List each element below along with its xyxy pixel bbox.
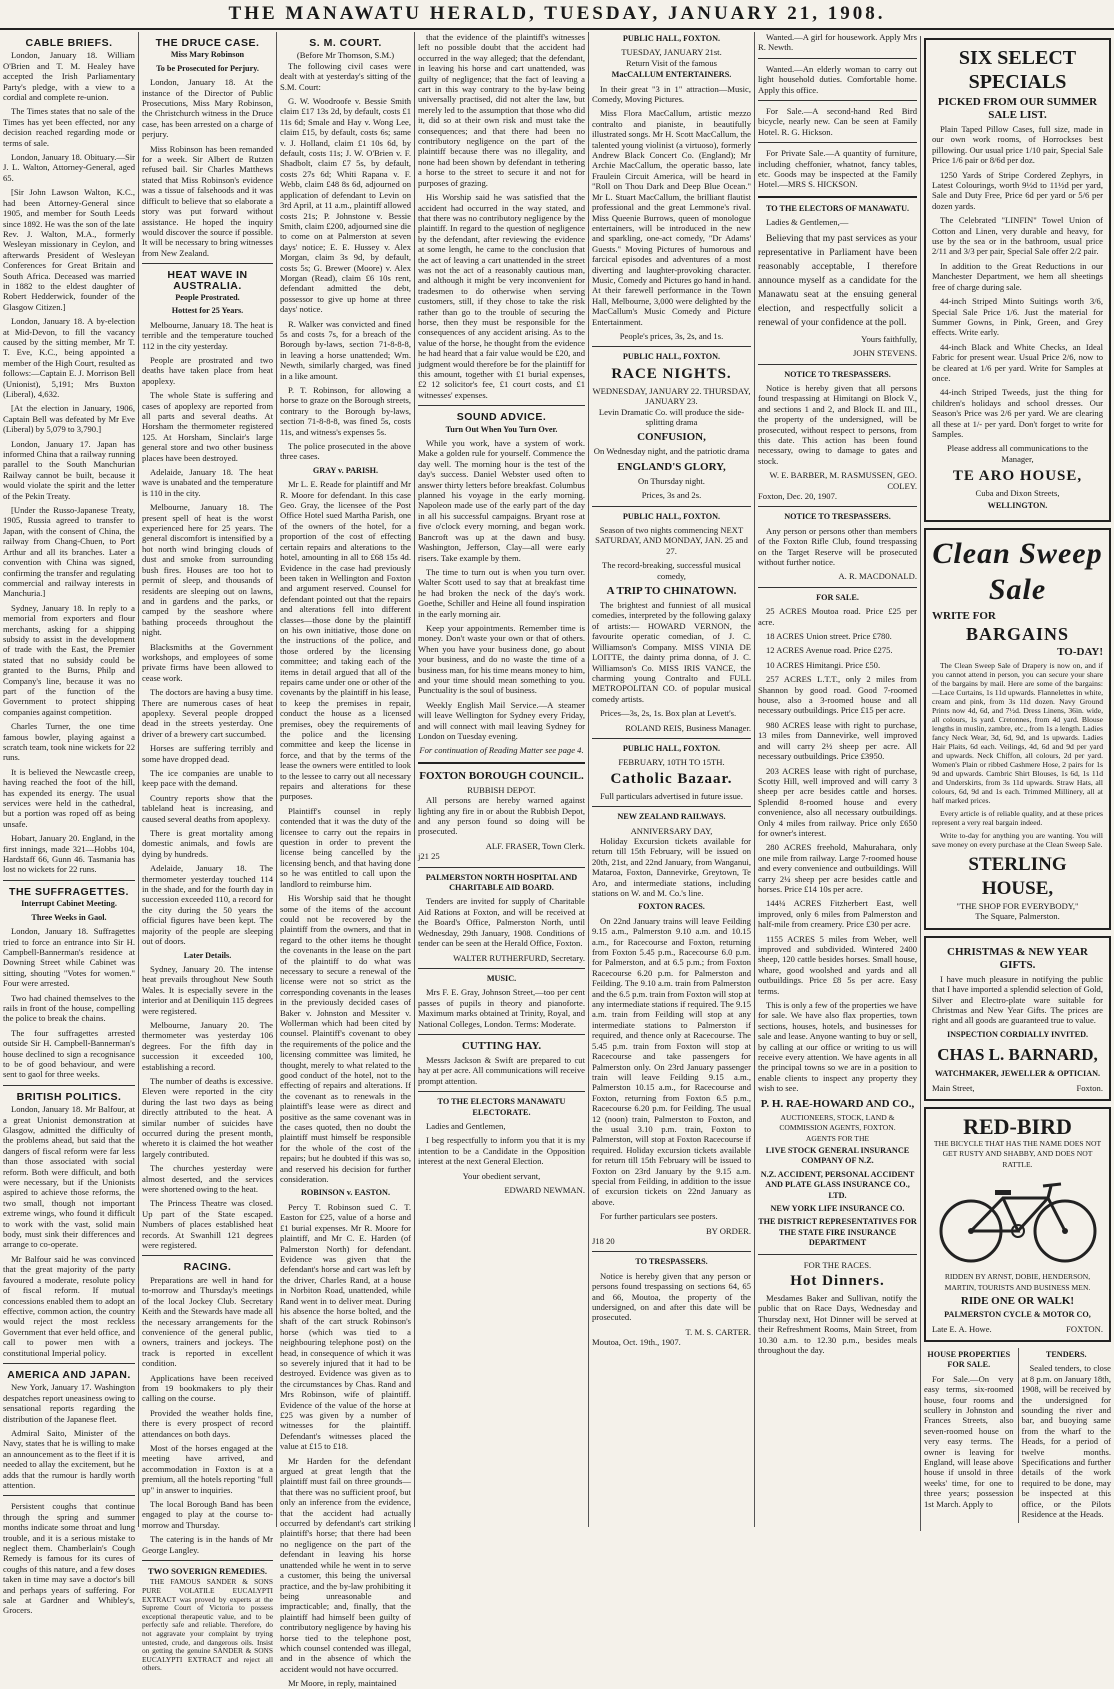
clean-sweep-ad — [924, 528, 1111, 930]
notice-text: Your obedient servant, — [462, 1170, 541, 1181]
column-1 — [0, 32, 138, 1616]
ad-text: For Sale.—On very easy terms, six-roomed house, four rooms and scullery in Johnston and Frances Streets, also seven-roomed house on very easy terms. The owner is leaving for England, will lease above house if unsold in three weeks' time, for one to three years; possession 1st March. Apply to — [924, 1373, 1014, 1509]
house-properties-ad — [924, 1348, 1014, 1524]
jeweller-trade: WATCHMAKER, JEWELLER & OPTICIAN. — [934, 1069, 1101, 1079]
property-listing: 10 ACRES Himitangi. Price £50. — [766, 659, 881, 670]
signature: EDWARD NEWMAN. — [504, 1185, 585, 1195]
signature: ROLAND REIS, Business Manager. — [625, 722, 751, 733]
notice-text: All persons are hereby warned against lighting any fire in or about the Rubbish Depot, and any person found so doing will be prosecuted. — [418, 795, 585, 837]
ad-text: On Thursday night. — [638, 475, 705, 486]
signature: JOHN STEVENS. — [853, 348, 917, 359]
property-listing: 980 ACRES lease with right to purchase, 13 miles from Dannevirke, well improved and will carry 2½ sheep per acre. All necessary outbuildings. Price £3950. — [758, 719, 917, 762]
divider — [418, 968, 585, 969]
notice-text: Notice is hereby given that all persons found trespassing at Himitangi on Block V., and sections 1 and 2, and Block II. and III., the property of the undersigned, will be prosecuted, without respect to persons, from this date. This action has been found necessary, owing to damage to gates and stock. — [758, 382, 917, 466]
article-paragraph: Charles Turner, the one time famous bowler, playing against a scratch team, took nine wickets for 22 runs. — [3, 721, 135, 763]
article-paragraph: P. T. Robinson, for allowing a horse to graze on the Borough streets, contrary to the Borough by-laws, section 71-8-8-8, was fined 5s, costs 11s, and witness's expenses 5s. — [280, 385, 411, 437]
article-paragraph: Most of the horses engaged at the meeting have arrived, and accommodation in Foxton is at a premium, all the hotels reporting "full up" in answer to inquiries. — [142, 1442, 273, 1495]
divider — [758, 1254, 917, 1255]
article-paragraph: Percy T. Robinson sued C. T. Easton for £25, value of a horse and £1 burial expenses. Mr R. Moore for plaintiff, and Mr C. E. Harden (of Palmerston North) for defendant. Evidence was given that the defendant's horse and cart was left by the driver, Charles Rand, at a house in Norbiton Road, unattended, while Rand went in to deliver meat. During his absence the horse bolted, and the shaft of the cart struck Robinson's horse (which was tied to a neighbouring telephone post) on the head, in consequence of which it was so severely injured that it had to be destroyed. Evidence was given as to the circumstances by Chas. Rand and Mrs Robinson, wife of plaintiff. Evidence of the value of the horse at £25 was given by a number of witnesses for the plaintiff. Defendant's witnesses placed the value at £15 to £18. — [280, 1201, 411, 1452]
store-address: Cuba and Dixon Streets, — [975, 488, 1060, 499]
article-paragraph: The following civil cases were dealt with at yesterday's sitting of the S.M. Court: — [280, 60, 411, 92]
divider — [142, 1560, 273, 1561]
article-paragraph: The Princess Theatre was closed. Up part of the State escaped. Numbers of places established heat records. At Swanhill 121 degrees were registered. — [142, 1198, 273, 1251]
cycle-company-address — [932, 1324, 1103, 1334]
signature: ALF. FRASER, Town Clerk. — [485, 840, 585, 851]
sound-advice-heading: SOUND ADVICE. — [456, 411, 547, 424]
ad-text: Full particulars advertised in future issue. — [600, 790, 743, 801]
article-paragraph: Keep your appointments. Remember time is money. Don't waste your own or that of others. When you have your business done, go about your business, and do no waste the time of a business man, for his time means money to him, and your time should mean something to you. Punctuality is the soul of business. — [418, 622, 585, 696]
article-paragraph: Country reports show that the tableland heat is increasing, and caused several deaths from apoplexy. — [142, 792, 273, 824]
notice-text: Tenders are invited for supply of Charitable Aid Rations at Foxton, and will be received at the Board's Office, Palmerston North, until Wednesday, 29th January, 1908. Conditions of tender can be seen at the Herald Office, Foxton. — [418, 896, 585, 949]
red-bird-title: RED-BIRD — [963, 1114, 1072, 1140]
notice-text: Ladies and Gentlemen, — [426, 1120, 506, 1131]
article-paragraph: Preparations are well in hand for to-morrow and Thursday's meetings of the local Jockey Club. Secretary Keith and the Stewards have made all the necessary arrangements for the convenience of the general public, owners, trainers and jockeys. The track is reported in excellent condition. — [142, 1274, 273, 1369]
subheading: Miss Mary Robinson — [170, 50, 245, 60]
divider — [758, 100, 917, 101]
tenders-heading: TENDERS. — [1045, 1349, 1087, 1359]
subheading: Three Weeks in Gaol. — [31, 912, 107, 922]
music-heading: MUSIC. — [486, 973, 517, 983]
divider — [592, 1251, 751, 1252]
article-paragraph: Mr L. E. Reade for plaintiff and Mr R. Moore for defendant. In this case Geo. Gray, the licensee of the Post Office Hotel sued Martha Parish, one of the owners of the hotel, for a proportion of the cost of effecting certain repairs and alterations to the hotel, amounting in all to £68 15s 4d. Evidence in the case had previously been taken in Wellington and Foxton and argument reserved. Counsel for defendant pointed out that the repairs and alterations fell into different classes—those done by the plaintiff on his own initiative, those done on the instructions of the police, and those ordered by the licensing committee; and taking each of the items in detail argued that all of the repairs came under one or other of the covenants by the plaintiff in his lease, to keep the premises in repair, conduct the house as a licensed premises, obey the requirements of the police and the licensing committee and keep the license in force, and that by the terms of the lease the owners were entitled to look to the lessee to carry out all necessary repairs and alterations for these purposes. — [280, 479, 411, 802]
article-paragraph: People are prostrated and two deaths have taken place from heat apoplexy. — [142, 354, 273, 386]
notice-text: For further particulars see posters. — [600, 1211, 718, 1222]
article-paragraph: The churches yesterday were almost deserted, and the services were shortened owing to the heat. — [142, 1163, 273, 1195]
hospital-board-heading: PALMERSTON NORTH HOSPITAL AND CHARITABLE AID BOARD. — [425, 872, 578, 893]
signature: WALTER RUTHERFURD, Secretary. — [453, 952, 585, 963]
event-date: TUESDAY, JANUARY 21st. — [621, 47, 722, 58]
subheading: RUBBISH DEPOT. — [467, 784, 536, 795]
agents-label: AGENTS FOR THE — [805, 1133, 870, 1143]
bottom-ads — [924, 1348, 1111, 1524]
racing-heading: RACING. — [183, 1261, 232, 1274]
masthead: THE MANAWATU HERALD, TUESDAY, JANUARY 21, 1908. — [0, 0, 1114, 30]
six-specials-title: SIX SELECT SPECIALS — [958, 47, 1077, 93]
property-listing: 25 ACRES Moutoa road. Price £25 per acre. — [758, 606, 917, 627]
notice-text: Messrs Jackson & Swift are prepared to cut hay at per acre. All communications will receive prompt attention. — [418, 1054, 585, 1086]
subheading: Hottest for 25 Years. — [171, 306, 244, 316]
heat-wave-heading: HEAT WAVE IN AUSTRALIA. — [167, 269, 248, 292]
notice-text: On 22nd January trains will leave Feilding 9.15 a.m., Palmerston 9.10 a.m. and 10.15 a.m., for Racecourse and Foxton, returning from Foxton 5.45 p.m., Racecourse 6.0 p.m. for Palmerston, and at 6.5 p.m.; from Foxton Racecourse 6.20 p.m. for Palmerston and Feilding. The 9.10 a.m. train from Palmerston and the 6.5 p.m. train from Foxton will stop at any intermediate stations if required. The 9.15 a.m. train from Feilding will stop at any intermediate stations to Palmerston if required, and thence only at Racecourse. The 5.45 p.m. train from Foxton will stop at Racecourse and take passengers for Palmerston only. On 23rd January passenger train will leave Feilding 9.15 a.m., Palmerston 10.15 a.m., for Racecourse and Foxton, returning from Foxton 6.5 p.m., Racecourse 6.20 p.m. for Feilding. The usual 12 (noon) train, Palmerston to Foxton, and the usual 3.10 p.m. train, Foxton to Palmerston, will stop at Foxton Racecourse if required. Holiday excursion tickets available for return till 15th February will be issued to Foxton on 23rd January by the 9.15 a.m. special from Feilding, in addition to the issue of excursion tickets on 22nd January as above. — [592, 915, 751, 1207]
sterling-house-name: STERLING HOUSE, — [968, 854, 1067, 899]
riders-list: RIDDEN BY ARNST, DOBIE, HENDERSON, MARTIN, TOURISTS AND BUSINESS MEN. — [944, 1272, 1091, 1292]
remedies-heading: TWO SOVERIGN REMEDIES. — [147, 1566, 268, 1577]
suffragettes-heading: THE SUFFRAGETTES. — [9, 885, 129, 898]
article-paragraph: London, January 18. Suffragettes tried to force an entrance into Sir H. Campbell-Bannerman's residence at Downing Street while Cabinet was sitting, shouting "Votes for women." Four were arrested. — [3, 926, 135, 989]
electors-heading: TO THE ELECTORS MANAWATU ELECTORATE. — [437, 1097, 566, 1117]
article-paragraph: His Worship said he was satisfied that the accident had occurred in the way stated, and that there was no contributory negligence by the plaintiff. In regard to the question of negligence by the defendant, after reviewing the evidence at some length, he came to the conclusion that the act of leaving a cart unattended in the street was not the act of a reasonably cautious man, and although it might be very inconvenient for tradesmen to do otherwise when serving customers, still, if they chose to take the risk rather than go to the trouble of securing the horse, then they must be responsible for the consequences of any accident arising. As to the value of the horse, he thought from the evidence he had heard that a fair value would be £20, and judgment would therefore be for the plaintiff for this amount, together with £1 burial expenses, £2 12 solicitor's fee, £1 court costs, and £1 witnesses' expenses. — [418, 192, 585, 400]
agency-name: N.Z. ACCIDENT, PERSONAL ACCIDENT AND PLATE GLASS INSURANCE CO., LTD. — [760, 1169, 915, 1200]
ad-date-code: J18 20 — [592, 1236, 615, 1246]
article-paragraph: The four suffragettes arrested outside Sir H. Campbell-Bannerman's house declined to sign a recognisance to be of good behaviour, and were sent to gaol for three weeks. — [3, 1027, 135, 1080]
hot-dinners-title: Hot Dinners. — [790, 1272, 885, 1289]
electors-heading: TO THE ELECTORS OF MANAWATU. — [765, 203, 910, 213]
article-paragraph: London, January 18. William O'Brien and T. M. Healey have accepted the Irish Parliamentary Party's pledge, with a view to a cordial and complete re-union. — [3, 50, 135, 103]
subheading: Turn Out When You Turn Over. — [445, 424, 558, 434]
continuation-note: For continuation of Reading Matter see page 4. — [419, 745, 584, 756]
firm-description: AUCTIONEERS, STOCK, LAND & COMMISSION AGENTS, FOXTON. — [779, 1112, 896, 1133]
article-paragraph: London, January 18. At the instance of the Director of Public Prosecutions, Miss Mary Robinson, the Christchurch witness in the Druce case, has been arrested on a charge of perjury. — [142, 77, 273, 140]
jeweller-address — [932, 1083, 1103, 1093]
house-properties-heading: HOUSE PROPERTIES FOR SALE. — [927, 1349, 1011, 1370]
sterling-address: The Square, Palmerston. — [975, 911, 1060, 922]
xmas-title: CHRISTMAS & NEW YEAR GIFTS. — [947, 945, 1088, 971]
article-paragraph: London, January 18. A by-election at Mid-Devon, to fill the vacancy caused by the sitting member, Mr T. T. Eve, K.C., being appointed a member of the High Court, resulted as follows:—Captain E. J. Morrison Bell (Unionist), 5,191; Mrs Buxton (Liberal), 4,632. — [3, 316, 135, 399]
subheading: ANNIVERSARY DAY, — [630, 825, 713, 836]
event-date: FEBRUARY, 10TH TO 15TH. — [618, 757, 725, 768]
ad-text: Miss Flora MacCallum, artistic mezzo contralto and pianiste, in beautifully illustrated songs. Mr H. Scott MacCallum, the talented young violinist (a virtuoso), formerly Andrew Black Concert Co. (England); Mr Archie MacCallum, the operatic basso, late Fraulein Circuit America, will be heard in "Roll on Thou Dark and Deep Blue Ocean." Mr L. Stuart MacCallum, the brilliant flautist professional and the great Lemmone's rival. Miss Queenie Burrows, queen of monologue entertainers, will be introduced in the new and sparkling, one-act comedy, "Dr Adams' Guests." Moving Pictures of humorous and farcical episodes and adventures of a most diverting and laughter-provoking character. Music, Comedy and Pictures go hand in hand. At their farewell performance in the Town Hall, Melbourne, 3,000 were delighted by the MacCallum's Music Comedy and Picture Entertainment. — [592, 108, 751, 327]
subheading: ROBINSON v. EASTON. — [300, 1188, 391, 1198]
show-title: A TRIP TO CHINATOWN. — [606, 585, 737, 598]
cycle-company-late: Late E. A. Howe. — [932, 1323, 992, 1334]
article-paragraph: The number of deaths is excessive. Eleven were reported in the city during the last two days as being directly attributed to the heat. A similar number of suicides have occurred during the present month, whereto it is claimed the hot weather largely contributed. — [142, 1075, 273, 1159]
divider — [3, 1085, 135, 1086]
cable-briefs-heading: CABLE BRIEFS. — [25, 37, 113, 49]
divider — [418, 867, 585, 868]
ad-text: 44-inch Black and White Checks, an Ideal Fabric for present wear. Usual Price 2/6, now to be cleared at 1/6 per yard. Write for Samples at once. — [932, 341, 1103, 383]
divider — [418, 1091, 585, 1092]
article-paragraph: Melbourne, January 18. The present spell of heat is the worst experienced here for 25 years. The general discomfort is intensified by a hot north wind bringing clouds of dust and smoke from surrounding bush fires. Houses are too hot to permit of sleep, and thousands of residents are sleeping out on lawns, and in gardens and the parks, or camped by the seashore where bathing proceeds throughout the night. — [142, 502, 273, 638]
ad-text: Mesdames Baker and Sullivan, notify the public that on Race Days, Wednesday and Thursday next, Hot Dinner will be served at their Refreshment Rooms, Main Street, from 10.30 a.m. to 12.30 p.m., besides meals throughout the day. — [758, 1292, 917, 1355]
ad-text: Prices, 3s and 2s. — [641, 490, 702, 501]
property-listing: 1155 ACRES 5 miles from Weber, well improved and subdivided. Wintered 2400 sheep, 120 cattle besides horses. Small house, whare, good woolshed and yards and all outbuildings. Price £8 5s per acre. Easy terms. — [758, 933, 917, 996]
ad-text: People's prices, 3s, 2s, and 1s. — [619, 330, 724, 341]
article-paragraph: [At the election in January, 1906, Captain Bell was defeated by Mr Eve (Liberal) by 5,079 to 3,790.] — [3, 403, 135, 435]
jeweller-town: Foxton. — [1076, 1082, 1103, 1093]
divider — [3, 880, 135, 881]
ad-text: The record-breaking, successful musical comedy, — [602, 560, 741, 581]
ad-text: Write to-day for anything you are wanting. You will save money on every purchase at the Clean Sweep Sale. — [932, 831, 1103, 849]
ad-text: The Clean Sweep Sale of Drapery is now on, and if you cannot attend in person, you can secure your share of the bargains by mail. Here are some of the bargains:—Lace Curtains, 1s 11d upwards. Flannelettes in white, cream and pink, from 3s 11d dozen. Navy Ground Prints now 4d, 6d, and 7½d. Dress Linens, 36in. wide, all colours, 1s yard. Cretonnes, from 4d yard. Blouse lengths in muslin, zambre, etc., from 1s a length. Ladies fancy Neck Wear, 3d, 6d, 9d, and 1s upwards. Ladies Hair Plaits, 6d each. Veilings, 4d, 6d and 9d per yard and upwards. Neck Chiffon, all colours, 2d per yard. Women's Plain or ribbed Cashmere Hose, 2 pairs for 1s 9d and upwards. Cambric Shirt Blouses, 1s 6d, 1s 11d and Underskirts, from 3s 11d upwards. Straw Hats, all colours, 6d, 9d and 1s each. Trimmed Millinery, all at half marked prices. — [932, 661, 1103, 805]
article-paragraph: Sydney, January 20. The intense heat prevails throughout New South Wales. It is especially severe in the interior and at Deniliquin 115 degrees were registered. — [142, 963, 273, 1016]
article-paragraph: The whole State is suffering and cases of apoplexy are reported from all parts and several deaths. At Horsham the thermometer registered 125. At Horsham, Sinclair's large general store and two other business places have been destroyed. — [142, 390, 273, 463]
article-paragraph: Mr Harden for the defendant argued at great length that the plaintiff must fail on three grounds—that there was no sufficient proof, but only an inference from the evidence, that the accident had actually occurred by defendant's cart striking plaintiff's horse; that there had been no negligence on the part of the defendant in leaving his horse unattended while he went in to serve a customer, this being the universal practice, and the by-law prohibiting it being unreasonable and impracticable; and, finally, that the plaintiff had himself been guilty of contributory negligence by having his horse tied to the telephone post, which counsel contended was illegal, and in the absence of which the accident would not have occurred. — [280, 1455, 411, 1674]
article-paragraph: New York, January 17. Washington despatches report uneasiness owing to sensational reports regarding the distribution of the Japanese fleet. — [3, 1382, 135, 1424]
races-subheading: FOR THE RACES. — [803, 1259, 872, 1270]
column-3 — [276, 32, 414, 1689]
article-paragraph: Mr Moore, in reply, maintained — [288, 1678, 397, 1689]
column-7 — [920, 36, 1114, 1531]
ad-text: 44-inch Striped Minto Suitings worth 3/6, Special Sale Price 1/6. Just the material for Summer Gowns, in Pink, Green, and Grey effects. Write early. — [932, 296, 1103, 338]
signature: W. E. BARBER, M. RASMUSSEN, GEO. COLEY. — [769, 470, 917, 491]
hall-heading: PUBLIC HALL, FOXTON. — [622, 34, 721, 43]
article-paragraph: Weekly English Mail Service.—A steamer will leave Wellington for Sydney every Friday, and will connect with mail leaving Sydney for London on Tuesday evening. — [418, 699, 585, 741]
event-subheading: Return Visit of the famous — [626, 57, 717, 68]
hall-heading: PUBLIC HALL, FOXTON. — [622, 352, 721, 362]
property-listing: 144¼ ACRES Fitzherbert East, well improved, only 6 miles from Palmerston and half-mile from creamery. Price £30 per acre. — [758, 898, 917, 930]
ad-date: Foxton, Dec. 20, 1907. — [758, 490, 838, 501]
sm-court-heading: S. M. COURT. — [309, 37, 382, 49]
notice-text: I beg respectfully to inform you that it is my intention to be a Candidate in the Opposition interest at the next General Election. — [418, 1135, 585, 1167]
article-paragraph: Plaintiff's counsel in reply contended that it was the duty of the licensee to carry out the repairs in question in order to prevent the license being cancelled by the licensing bench, and that having done so he was entitled to call upon the landlord to reimburse him. — [280, 805, 411, 889]
advertisement-text: Persistent coughs that continue through the spring and summer months indicate some throat and lung trouble, and it is a serious mistake to neglect them. Chamberlain's Cough Remedy is famous for its cures of coughs of this nature, and a few doses taken in time may save a doctor's bill and perhaps years of suffering. For sale at Gardner and Whibley's, Grocers. — [3, 1501, 135, 1616]
clean-sweep-title: Clean Sweep Sale — [932, 537, 1103, 606]
divider — [142, 1255, 273, 1256]
bargains-title: BARGAINS — [965, 624, 1070, 644]
article-paragraph: His Worship said that he thought some of the items of the account could not be recovered by the plaintiff from the owners, and that in regard to the other items he thought the covenants in the lease on the part of the plaintiff to do what was necessary to secure a renewal of the license were not so strict as the corresponding covenants in the leases in the previously decided cases of Baker v. Johnston and Messiter v. Wollerman which had been cited by counsel. Plaintiff's covenant to obey the requirements of the police and the licensing committee was limited, he thought, merely to what related to the good conduct of the hotel, not to the effecting of repairs and alterations. If the covenant as to renewals in the plaintiff's lease were as direct and positive as the same covenant was in the cases quoted, then no doubt the plaintiff must himself be responsible for the whole of the cost of the repairs; but he doubted if this was so, and reserved his decision for further consideration. — [280, 893, 411, 1185]
subheading: GRAY v. PARISH. — [312, 465, 379, 475]
jeweller-street: Main Street, — [932, 1082, 975, 1093]
column-5 — [588, 32, 754, 1527]
drama-title: CONFUSION, — [637, 431, 706, 444]
article-paragraph: The Times states that no sale of the Times has yet been effected, nor any decision reached regarding mode or terms of sale. — [3, 106, 135, 148]
ad-text: Season of two nights commencing NEXT SATURDAY, AND MONDAY, JAN. 25 and 27. — [595, 525, 748, 556]
ad-text: I have much pleasure in notifying the public that I have imported a splendid selection of Gold, Silver and Electro-plate ware suitable for Christmas and New Year Gifts. The prices are right and all goods are guaranteed true to value. — [932, 973, 1103, 1026]
article-paragraph: [Under the Russo-Japanese Treaty, 1905, Russia agreed to transfer to Japan, with the consent of China, the railway from Chang-Chuen, to Port Arthur and all its branches. Later a convention with China was signed, confirming the transfer and regulating commercial and railway interests in Manchuria.] — [3, 505, 135, 599]
article-paragraph: The police prosecuted in the above three cases. — [280, 441, 411, 462]
ride-slogan: RIDE ONE OR WALK! — [960, 1295, 1075, 1308]
article-paragraph: London, January 18. Mr Balfour, at a great Unionist demonstration at Glasgow, admitted the difficulty of the problems ahead, but said that the dangers of fiscal reform were far less than those associated with social reform. Both were difficult, and both were necessary, but if the Unionists aspired to achieve those reforms, the two small, though not important extreme wings, who found it difficult to work with the vast, solid main body, must sink their differences and arrange to co-operate. — [3, 1104, 135, 1250]
classified-ad: Wanted.—A girl for housework. Apply Mrs R. Newth. — [758, 32, 917, 53]
agency-name: LIVE STOCK GENERAL INSURANCE COMPANY OF N.Z. — [765, 1145, 910, 1166]
subheading: Later Details. — [183, 950, 232, 960]
notice-text: Believing that my past services as your representative in Parliament have been reasonably acceptable, I therefore announce myself as a candidate for the Manawatu seat at the ensuing general election, and respectfully solicit a renewal of your confidence at the poll. — [758, 232, 917, 328]
article-paragraph: Blacksmiths at the Government workshops, and employees of some private firms have been allowed to cease work. — [142, 641, 273, 683]
ad-text: Plain Taped Pillow Cases, full size, made in our own work rooms, of Horrockses best pillowing. Our usual price 1/10 pair, Special Sale Price 1/6 pair or 8/6d per doz. — [932, 124, 1103, 166]
cutting-hay-heading: CUTTING HAY. — [461, 1039, 542, 1052]
classified-ad: For Sale.—A second-hand Red Bird bicycle, nearly new. Can be seen at Family Hotel. R. G. Hickson. — [758, 106, 917, 137]
entertainers-name: MacCALLUM ENTERTAINERS. — [611, 70, 732, 80]
british-politics-heading: BRITISH POLITICS. — [16, 1090, 122, 1103]
ad-text: In addition to the Great Reductions in our Manchester Department, we hem all sheetings free of charge during sale. — [932, 260, 1103, 292]
ad-text: Every article is of reliable quality, and at these prices represent a very real bargain indeed. — [932, 809, 1103, 827]
xmas-gifts-ad — [924, 936, 1111, 1101]
article-paragraph: The catering is in the hands of Mr George Langley. — [142, 1534, 273, 1555]
notice-text: Mrs F. E. Gray, Johnson Street,—too per cent passes of pupils in theory and pianoforte. Maximum marks obtained at Trinity, Royal, and National Colleges, London. Terms: Moderate. — [418, 987, 585, 1029]
race-nights-title: RACE NIGHTS. — [611, 365, 732, 382]
notice-text: Holiday Excursion tickets available for return till 15th February, will be issued on 20th, 21st, and 22nd January, from Wanganui, Mataroa, Foxton, Dannevirke, Greytown, Te Aro, and intermediate stations, including stations on W. and M. Co.'s line. — [592, 835, 751, 898]
ad-date: Moutoa, Oct. 19th., 1907. — [592, 1337, 681, 1348]
divider — [142, 263, 273, 264]
ad-text: Please address all communications to the Manager, — [946, 443, 1089, 464]
divider — [758, 58, 917, 59]
divider — [592, 738, 751, 739]
notice-text: Ladies & Gentlemen,— — [766, 217, 849, 228]
ad-text: This is only a few of the properties we have for sale. We have also flax properties, town sections, houses, hotels, and businesses for sale and lease. Anyone wanting to buy or sell, by calling at our office or writing to us will receive every attention. We have agents in all the principal towns so we are in a position to enable clients to inspect any property they wish to see. — [758, 1000, 917, 1094]
column-2 — [138, 32, 276, 1673]
article-paragraph: Adelaide, January 18. The thermometer yesterday touched 114 in the shade, and for the fourth day in succession exceeded 110, a record for the city during the 50 years the official figures have been kept. The majority of the people are sleeping out of doors. — [142, 863, 273, 947]
cycle-company: PALMERSTON CYCLE & MOTOR CO, — [944, 1310, 1091, 1320]
classified-ad: For Private Sale.—A quantity of furniture, including cheffonier, whatnot, fancy tables, etc. Goods may be inspected at the Family Hotel.—MRS S. HICKSON. — [758, 148, 917, 190]
property-listing: 18 ACRES Union street. Price £780. — [766, 631, 892, 642]
store-name: TE ARO HOUSE, — [952, 468, 1083, 485]
railways-heading: NEW ZEALAND RAILWAYS. — [617, 812, 726, 822]
article-paragraph: It is believed the Newcastle creep, having reached the foot of the hill, has expended its energy. The usual services were held in the cathedral, but a portion was roped off as being unsafe. — [3, 766, 135, 829]
divider — [418, 405, 585, 406]
agency-name: THE DISTRICT REPRESENTATIVES FOR THE STATE FIRE INSURANCE DEPARTMENT — [758, 1217, 917, 1248]
red-bird-tagline: THE BICYCLE THAT HAS THE NAME DOES NOT GET RUSTY AND SHABBY, AND DOES NOT RATTLE. — [933, 1139, 1102, 1169]
trespassers-heading: TO TRESPASSERS. — [635, 1257, 708, 1267]
classified-ad: Wanted.—An elderly woman to carry out light household duties. Comfortable home. Apply this office. — [758, 63, 917, 95]
divider — [418, 1034, 585, 1035]
for-sale-heading: FOR SALE. — [816, 592, 859, 602]
article-paragraph: The doctors are having a busy time. There are numerous cases of heat apoplexy. Several people dropped dead in the streets yesterday. One driver of a brewery cart succumbed. — [142, 687, 273, 739]
article-paragraph: Applications have been received from 19 bookmakers to ply their calling on the course. — [142, 1372, 273, 1404]
signature: T. M. S. CARTER. — [685, 1326, 751, 1337]
article-paragraph: The ice companies are unable to keep pace with the demand. — [142, 768, 273, 789]
borough-council-heading: FOXTON BOROUGH COUNCIL. — [419, 769, 584, 782]
ad-text: 1250 Yards of Stripe Cordered Zephyrs, in Latest Colourings, worth 9½d to 11½d per yard, Sale and Duty Free, Price 6d per yard or 5/6 per dozen yards. — [932, 169, 1103, 211]
article-paragraph: Melbourne, January 18. The heat is terrible and the temperature touched 112 in the city yesterday. — [142, 319, 273, 351]
divider — [3, 1495, 135, 1496]
advertisement-text: THE FAMOUS SANDER & SONS PURE VOLATILE EUCALYPTI EXTRACT was proved by experts at the Supreme Court of Victoria to possess exceptional therapeutic value, and to be perfectly safe and reliable. Therefore, do not aggravate your complaint by trying untested, crude, and dangerous oils. Insist on getting the genuine SANDER & SONS EUCALYPTI EXTRACT and reject all others. — [142, 1577, 273, 1673]
divider — [418, 762, 585, 764]
article-paragraph: Provided the weather holds fine, there is every prospect of record attendances on both days. — [142, 1407, 273, 1439]
ad-text: Levin Dramatic Co. will produce the side-splitting drama — [598, 406, 745, 427]
write-for: WRITE FOR — [932, 610, 996, 622]
article-paragraph: London, January 18. Obituary.—Sir J. L. Walton, Attorney-General, aged 65. — [3, 152, 135, 183]
divider — [592, 346, 751, 347]
ad-text: In their great "3 in 1" attraction—Music, Comedy, Moving Pictures. — [592, 83, 751, 105]
article-paragraph: While you work, have a system of work. Make a golden rule for yourself. Commence the day well. The morning hour is the test of the day's success. Daniel Webster used often to answer thirty letters before breakfast. Columbus planned his voyage in the early morning. Napoleon made use of the early part of the day in all his successful campaigns. Bryant rose at five o'clock every morning, and began work. Bancroft was up at the dawn and busy. Washington, Jefferson, Clay—all were early risers. Take example by them. — [418, 438, 585, 563]
notice-text: Any person or persons other than members of the Foxton Rifle Club, found trespassing on the Target Reserve will be prosecuted without further notice. — [758, 525, 917, 567]
notice-text: Yours faithfully, — [861, 333, 917, 344]
trespassers-heading: NOTICE TO TRESPASSERS. — [784, 369, 891, 379]
hall-heading: PUBLIC HALL, FOXTON. — [622, 511, 721, 521]
druce-case-heading: THE DRUCE CASE. — [155, 37, 260, 49]
article-paragraph: that the evidence of the plaintiff's witnesses left no possible doubt that the accident had occurred in the way alleged; that the defendant, in leaving his horse and cart unattended, was guilty of negligence; that the fact of leaving a cart in this way contrary to the by-law being universally practised, did not alter the law, but merely led to the assumption that those who did it, did so at their own risk and must take the consequences; and that there had been no contributory negligence on the part of the plaintiff because there was no illegality, and none had been shown by defendant in tethering a horse to the street to secure it and not for purposes of grazing. — [418, 32, 585, 188]
article-paragraph: [Sir John Lawson Walton, K.C., had been Attorney-General since 1905, and member for South Leeds since 1892. He was the son of the late Rev. J. Walton, M.A., formerly Wesleyan missionary in Ceylon, and afterwards President of Wesleyan Conferences for Great Britain and South Africa. Deceased was married in 1882 to the eldest daughter of Robert Hedderwick, founder of the Glasgow Citizen.] — [3, 187, 135, 312]
picked-subtitle: PICKED FROM OUR SUMMER SALE LIST. — [937, 96, 1098, 121]
article-paragraph: Admiral Saito, Minister of the Navy, states that he is willing to make an announcement as to the fleet if it is needed to allay the excitement, but he adds that the rumour is hardly worth attention. — [3, 1427, 135, 1490]
property-listing: 280 ACRES freehold, Mahurahara, only one mile from railway. Large 7-roomed house and every convenience and outbuildings. Will carry 2¼ sheep per acre besides cattle and horses. Price £14 10s per acre. — [758, 842, 917, 894]
cycle-company-town: FOXTON. — [1066, 1323, 1103, 1334]
divider — [592, 506, 751, 507]
column-4 — [414, 32, 588, 1527]
divider — [758, 364, 917, 365]
sterling-tagline: "THE SHOP FOR EVERYBODY," — [956, 901, 1079, 911]
ad-text: The brightest and funniest of all musical comedies, interpreted by the following galaxy of artists:— HOWARD VERNON, the favourite operatic comedian, of J. C. Williamson's Company. MISS VINIA DE LOITTE, the dainty prima donna, of J. C. Williamson's Co. MISS IRIS VANCE, the charming young Contralto and FULL METROPOLITAN CO. of popular musical comedy artists. — [592, 600, 751, 704]
article-paragraph: Horses are suffering terribly and some have dropped dead. — [142, 743, 273, 764]
notice-text: Notice is hereby given that any person or persons found trespassing on sections 64, 65 and 66, Moutoa, the property of the undersigned, on and after this date will be prosecuted. — [592, 1270, 751, 1323]
today-label: TO-DAY! — [1057, 646, 1103, 658]
drama-title: ENGLAND'S GLORY, — [617, 460, 726, 473]
subheading: Interrupt Cabinet Meeting. — [21, 899, 117, 909]
article-paragraph: R. Walker was convicted and fined 5s and costs 7s, for a breach of the Borough by-laws, section 71-8-8-8, in leaving a horse unattended; Wm. Newth, similarly charged, was fined in a like amount. — [280, 318, 411, 381]
invitation: INSPECTION CORDIALLY INVITED. — [946, 1029, 1089, 1039]
red-bird-ad — [924, 1107, 1111, 1342]
divider — [3, 1363, 135, 1364]
ad-text: On Wednesday night, and the patriotic drama — [593, 446, 750, 457]
article-paragraph: G. W. Woodroofe v. Bessie Smith claim £17 13s 2d, by default, costs £1 11s 6d; Smale and Hay v. Wong Lee, claim £15, by default, costs 6s; same v. J. Holland, claim £1 10s 6d, by default, costs 11s; J. W. O'Brien v. F. Shadbolt, claim £7 5s, by default, costs 27s 6d; Whiti Rapana v. F. Webb, claim £48 8s 6d, adjourned on application of defendant to Levin on 3rd April, at 11 a.m., plaintiff allowed costs 21s; P. Johnstone v. Bessie Smith, claim £200, adjourned sine die to come on at Palmerston at seven days' notice; E. E. Hussey v. Alex Morgan, claim 3s 9d, by default, costs 5s; G. Brewer (Moore) v. Alex Morgan (Read), claim £6 10s rent, defendant admitted the debt, possessor to give up home at three days' notice. — [280, 96, 411, 315]
article-paragraph: Adelaide, January 18. The heat wave is unabated and the temperature is 110 in the city. — [142, 467, 273, 498]
divider — [758, 142, 917, 143]
event-date: WEDNESDAY, JANUARY 22. THURSDAY, JANUARY 23. — [592, 385, 751, 407]
property-listing: 257 ACRES L.T.T., only 2 miles from Shannon by good road. Good 7-roomed house, also a 3-roomed house and all necessary outbuildings. Price £15 per acre. — [758, 674, 917, 716]
signature: A. R. MACDONALD. — [838, 571, 917, 582]
article-paragraph: Mr Balfour said he was convinced that the great majority of the party favoured a moderate, resolute policy of fiscal reform. If mutual concessions enabled them to adopt an effective, common action, the country would reject the most reckless Government that ever held office, and call to power men with a constitutional Imperial policy. — [3, 1253, 135, 1358]
divider — [758, 506, 917, 507]
article-paragraph: The local Borough Band has been engaged to play at the course to-morrow and Thursday. — [142, 1499, 273, 1530]
subheading: People Prostrated. — [175, 292, 240, 302]
divider — [758, 196, 917, 198]
article-paragraph: Miss Robinson has been remanded for a week. Sir Albert de Rutzen refused bail. Sir Charles Matthews stated that Miss Robinson's evidence was a tissue of falsehoods and it was difficult to believe that so elaborate a story was put forward without assistance. He hoped the inquiry would discover the source if possible. It will be necessary to bring witnesses from New Zealand. — [142, 143, 273, 258]
bazaar-title: Catholic Bazaar. — [610, 770, 733, 787]
article-paragraph: Sydney, January 18. In reply to a memorial from exporters and flour merchants, asking for a shipping subsidy to assist in the development of trade with the East, the Premier stated that no subsidy could be granted to the Burns, Philp and Company's line, because it was no part of the function of the Government to protect shipping companies against competition. — [3, 602, 135, 717]
subheading: (Before Mr Thomson, S.M.) — [296, 50, 395, 61]
ad-text: Prices—3s, 2s, 1s. Box plan at Levett's. — [600, 708, 737, 719]
te-aro-house-ad — [924, 38, 1111, 522]
subheading: To be Prosecuted for Perjury. — [156, 63, 259, 73]
divider — [758, 587, 917, 588]
agency-name: NEW YORK LIFE INSURANCE CO. — [770, 1203, 905, 1213]
property-listing: 203 ACRES lease with right of purchase, Scotty Hill, well improved and will carry 3 sheep per acre besides cattle and horses. Splendid 8-roomed house and every convenience, also all necessary outbuildings. Only 4 miles from railway. Price only £650 for owner's interest. — [758, 765, 917, 838]
hall-heading: PUBLIC HALL, FOXTON. — [622, 743, 721, 753]
article-paragraph: The time to turn out is when you turn over. Walter Scott used to say that at breakfast time he had broken the neck of the day's work. Goethe, Schiller and Heine all found inspiration in the early morning air. — [418, 566, 585, 619]
column-6 — [754, 32, 920, 1527]
store-city: WELLINGTON. — [987, 500, 1048, 510]
divider — [592, 806, 751, 807]
article-paragraph: Two had chained themselves to the rails in front of the house, compelling the police to break the chains. — [3, 992, 135, 1024]
foxton-races-heading: FOXTON RACES. — [638, 902, 705, 912]
tenders-ad — [1018, 1348, 1112, 1524]
ad-text: 44-inch Striped Tweeds, just the thing for children's holidays and school dresses. Our Season's Price was 2/6 per yard. We are clearing all these at 1/- per yard. Don't forget to write for Samples. — [932, 387, 1103, 439]
ad-text: Sealed tenders, to close at 8 p.m. on January 18th, 1908, will be received by the undersigned for sounding the river and bar, and buoying same from the wharf to the Heads, for a period of twelve months. Specifications and further details of the work required to be done, may be inspected at this office, or the Pilots Residence at the Heads. — [1021, 1363, 1111, 1519]
firm-name: P. H. RAE-HOWARD AND CO., — [760, 1097, 915, 1110]
ad-date-code: j21 25 — [418, 851, 440, 862]
article-paragraph: London, January 17. Japan has informed China that a railway running parallel to the South Manchurian Railway cannot be built, because it would violate the spirit and the letter of the Pekin Treaty. — [3, 438, 135, 501]
property-listing: 12 ACRES Avenue road. Price £275. — [766, 645, 893, 656]
trespassers-heading: NOTICE TO TRESPASSERS. — [784, 512, 891, 522]
ad-text: The Celebrated "LINFIN" Towel Union of Cotton and Linen, very durable and heavy, for use by the sea or in the bathroom, usual price 2/11 and 3/3 per pair, Special Sale offer 2/2 pair. — [932, 215, 1103, 257]
jeweller-name: CHAS L. BARNARD, — [937, 1045, 1098, 1065]
bicycle-illustration — [933, 1176, 1103, 1266]
signature: BY ORDER. — [705, 1225, 751, 1236]
article-paragraph: Melbourne, January 20. The thermometer was yesterday 106 degrees. For the fifth day in succession it exceeded 100, establishing a record. — [142, 1019, 273, 1072]
article-paragraph: There is great mortality among domestic animals, and fowls are dying by hundreds. — [142, 828, 273, 859]
article-paragraph: Hobart, January 20. England, in the first innings, made 321—Hobbs 104, Hardstaff 66, Gunn 46. Tasmania has lost no wickets for 22 runs. — [3, 833, 135, 875]
america-japan-heading: AMERICA AND JAPAN. — [7, 1368, 131, 1381]
